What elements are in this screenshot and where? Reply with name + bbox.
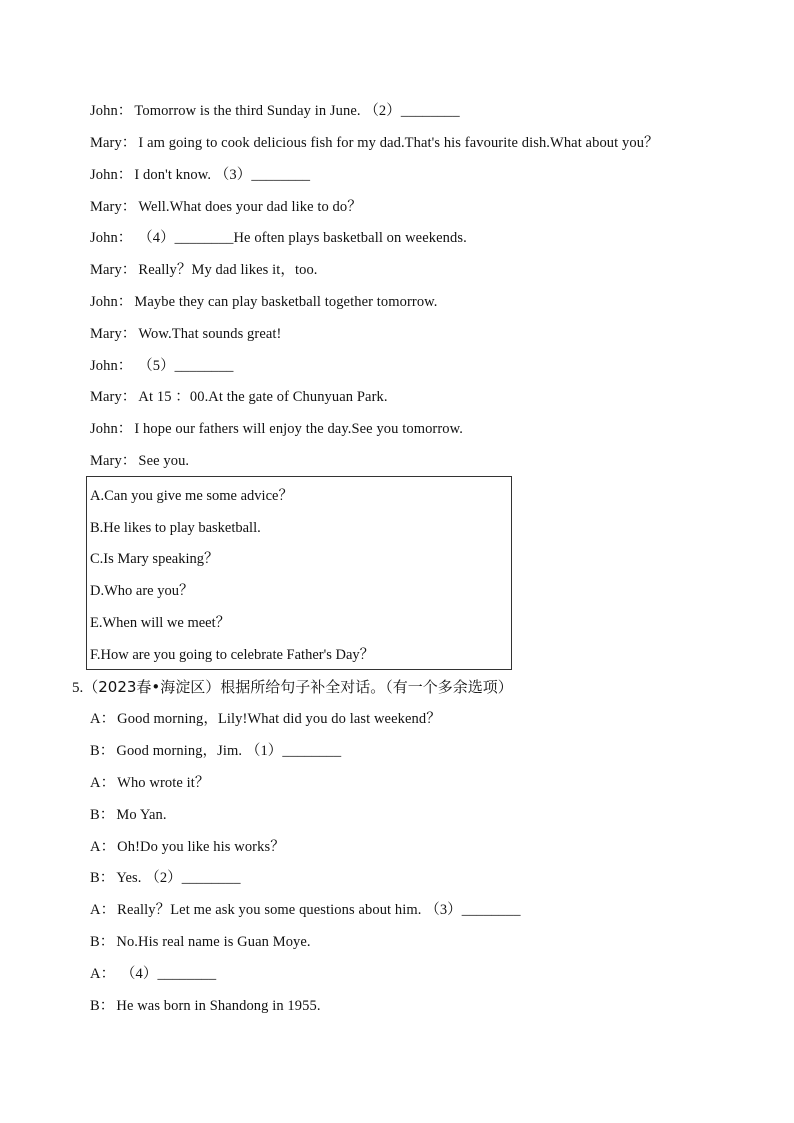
speaker: A：	[90, 711, 116, 727]
line-text: （4）________	[117, 966, 217, 982]
line-text: Yes. （2）________	[116, 870, 241, 886]
dialogue-line	[90, 325, 281, 343]
line-text: No.His real name is Guan Moye.	[116, 934, 311, 950]
dialogue-line	[90, 869, 241, 887]
line-text: （5）________	[134, 358, 234, 374]
line-text: Well.What does your dad like to do？	[138, 199, 362, 215]
line-text: （4）________He often plays basketball on weekends.	[134, 230, 467, 246]
dialogue-line	[90, 198, 362, 216]
line-text: I don't know. （3）________	[134, 167, 311, 183]
speaker: John：	[90, 103, 133, 119]
speaker: Mary：	[90, 199, 137, 215]
line-text: Good morning，Jim. （1）________	[116, 743, 342, 759]
dialogue-line	[90, 420, 463, 438]
line-text: Who wrote it？	[117, 775, 210, 791]
line-text: Mo Yan.	[116, 807, 167, 823]
speaker: John：	[90, 294, 133, 310]
dialogue-line	[90, 838, 285, 856]
speaker: John：	[90, 421, 133, 437]
speaker: Mary：	[90, 326, 137, 342]
line-text: Oh!Do you like his works？	[117, 839, 285, 855]
line-text: Good morning，Lily!What did you do last weekend？	[117, 711, 441, 727]
speaker: B：	[90, 998, 115, 1014]
speaker: John：	[90, 167, 133, 183]
option-e: E.When will we meet？	[90, 615, 231, 631]
question-number: 5.	[72, 680, 84, 696]
line-text: I am going to cook delicious fish for my dad.That's his favourite dish.What about you？	[138, 135, 659, 151]
dialogue-line	[90, 742, 341, 760]
dialogue-line	[90, 388, 388, 406]
speaker: Mary：	[90, 389, 137, 405]
dialogue-line	[90, 229, 467, 247]
option-b: B.He likes to play basketball.	[90, 520, 261, 536]
line-text: I hope our fathers will enjoy the day.See you tomorrow.	[134, 421, 463, 437]
dialogue-line	[90, 293, 438, 311]
speaker: B：	[90, 807, 115, 823]
option-d: D.Who are you？	[90, 583, 194, 599]
dialogue-line	[90, 452, 189, 470]
speaker: B：	[90, 934, 115, 950]
speaker: Mary：	[90, 262, 137, 278]
speaker: A：	[90, 902, 116, 918]
speaker: A：	[90, 966, 116, 982]
line-text: At 15 ：00.At the gate of Chunyuan Park.	[138, 389, 388, 405]
dialogue-line	[90, 134, 659, 152]
dialogue-line	[90, 102, 460, 120]
options-box	[86, 476, 512, 670]
line-text: Maybe they can play basketball together tomorrow.	[134, 294, 438, 310]
dialogue-line	[90, 965, 216, 983]
dialogue-line	[90, 997, 321, 1015]
speaker: Mary：	[90, 135, 137, 151]
speaker: B：	[90, 870, 115, 886]
question-title	[72, 678, 513, 697]
dialogue-line	[90, 901, 521, 919]
line-text: Really？My dad likes it，too.	[138, 262, 318, 278]
option-f: F.How are you going to celebrate Father's Day？	[90, 647, 375, 663]
dialogue-line	[90, 261, 318, 279]
line-text: He was born in Shandong in 1955.	[116, 998, 321, 1014]
option-a: A.Can you give me some advice？	[90, 488, 293, 504]
dialogue-line	[90, 166, 310, 184]
option-c: C.Is Mary speaking？	[90, 551, 219, 567]
question-heading: （2023春•海淀区）根据所给句子补全对话。（有一个多余选项）	[83, 678, 513, 696]
dialogue-line	[90, 710, 441, 728]
line-text: Wow.That sounds great!	[138, 326, 282, 342]
line-text: See you.	[138, 453, 190, 469]
speaker: Mary：	[90, 453, 137, 469]
dialogue-line	[90, 774, 209, 792]
speaker: John：	[90, 230, 133, 246]
speaker: A：	[90, 839, 116, 855]
speaker: A：	[90, 775, 116, 791]
line-text: Tomorrow is the third Sunday in June. （2）________	[134, 103, 460, 119]
speaker: John：	[90, 358, 133, 374]
speaker: B：	[90, 743, 115, 759]
dialogue-line	[90, 933, 311, 951]
dialogue-line	[90, 357, 233, 375]
dialogue-line	[90, 806, 167, 824]
line-text: Really？Let me ask you some questions about him. （3）________	[117, 902, 521, 918]
